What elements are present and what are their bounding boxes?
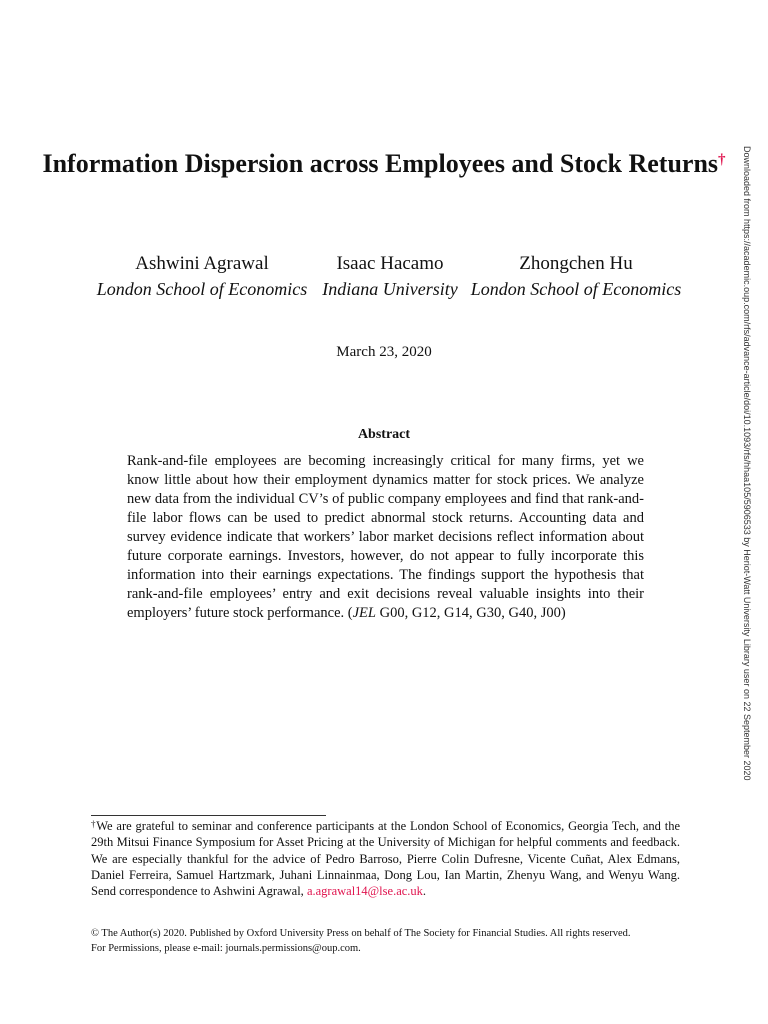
abstract-body — [127, 452, 644, 623]
author-affiliation: London School of Economics — [96, 279, 308, 299]
author-affiliation: Indiana University — [322, 279, 458, 299]
paper-title-text: Information Dispersion across Employees and Stock Returns — [42, 149, 719, 178]
footnote — [91, 818, 680, 899]
abstract-heading: Abstract — [357, 427, 411, 442]
author-name: Ashwini Agrawal — [135, 253, 269, 274]
footnote-mark: † — [91, 819, 97, 829]
correspondence-email-link[interactable]: a.agrawal14@lse.ac.uk — [306, 884, 423, 899]
paper-title — [0, 146, 768, 182]
jel-label: JEL — [352, 605, 376, 621]
footnote-rule — [91, 815, 326, 816]
copyright-line-1: © The Author(s) 2020. Published by Oxford University Press on behalf of The Society for Financial Studies. All rights reserved. — [91, 928, 631, 939]
footnote-text: We are grateful to seminar and conference participants at the London School of Economics, Georgia Tech, and the 29th Mitsui Finance Symposium for Asset Pricing at the University of Michigan for helpful comments and feedback. We are especially thankful for the advice of Pedro Barroso, Pierre Colin Dufresne, Vicente Cuñat, Alex Edmans, Daniel Ferreira, Samuel Hartzmark, Juhani Linnainmaa, Dong Lou, Ian Martin, Zhenyu Wang, and Wenyu Wang. Send correspondence to Ashwini Agrawal, — [91, 819, 681, 899]
author-name: Isaac Hacamo — [336, 253, 444, 274]
copyright-line-2: For Permissions, please e-mail: journals.permissions@oup.com. — [91, 943, 361, 954]
paper-date: March 23, 2020 — [336, 344, 432, 360]
author-name: Zhongchen Hu — [519, 253, 633, 274]
abstract-text: Rank-and-file employees are becoming increasingly critical for many firms, yet we know little about how their employment dynamics matter for stock prices. We analyze new data from the individual CV’s of public company employees and find that rank-and-file labor flows can be used to predict abnormal stock returns. Accounting data and survey evidence indicate that workers’ labor market decisions reflect information about future corporate earnings. Investors, however, do not appear to fully incorporate this information into their earnings expectations. The findings support the hypothesis that rank-and-file employees’ entry and exit decisions reveal valuable insights into their employers’ future stock performance. — [127, 453, 644, 621]
author-affiliation: London School of Economics — [470, 279, 682, 299]
jel-open: ( — [347, 605, 353, 621]
author-block-1 — [92, 252, 312, 302]
footnote-end: . — [422, 884, 427, 899]
title-footnote-mark[interactable]: † — [718, 152, 726, 168]
author-block-3 — [466, 252, 686, 302]
jel-codes: G00, G12, G14, G30, G40, J00) — [379, 605, 566, 621]
author-block-2 — [315, 252, 465, 302]
download-watermark — [723, 146, 757, 881]
copyright-notice — [91, 926, 691, 956]
download-watermark-text: Downloaded from https://academic.oup.com/rfs/advance-article/doi/10.1093/rfs/hhaa105/5906533 by Heriot-Watt University Library user on 22 September 2020 — [742, 146, 752, 781]
